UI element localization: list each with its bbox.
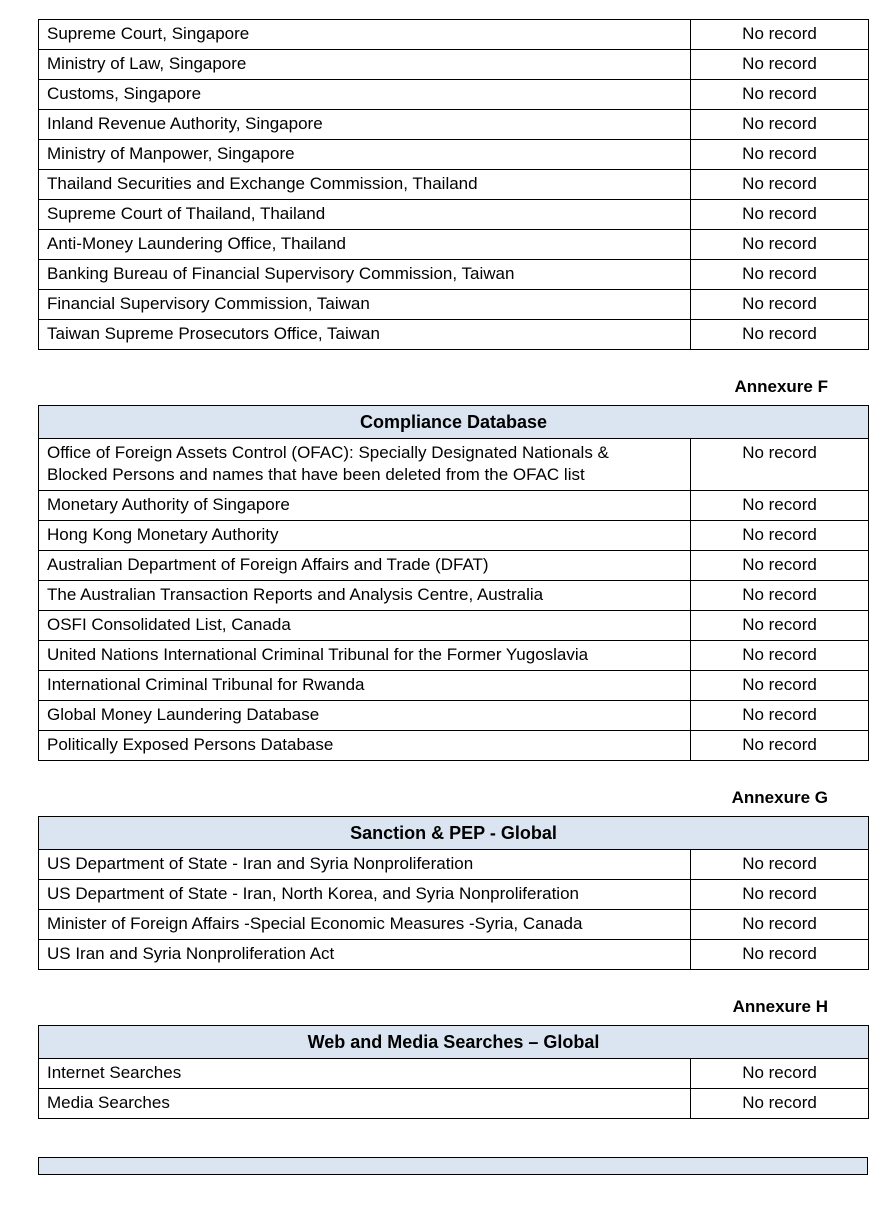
table-row [39, 80, 869, 110]
table-row [39, 641, 869, 671]
source-cell: Banking Bureau of Financial Supervisory Commission, Taiwan [39, 260, 691, 290]
section-sanction-pep-global [38, 787, 868, 970]
source-cell: OSFI Consolidated List, Canada [39, 611, 691, 641]
result-cell: No record [691, 910, 869, 940]
result-cell: No record [691, 521, 869, 551]
table-row [39, 1089, 869, 1119]
table-row [39, 731, 869, 761]
source-cell: The Australian Transaction Reports and Analysis Centre, Australia [39, 581, 691, 611]
source-cell: Internet Searches [39, 1059, 691, 1089]
section-web-media-searches-global [38, 996, 868, 1119]
table-row [39, 880, 869, 910]
source-cell: Thailand Securities and Exchange Commission, Thailand [39, 170, 691, 200]
result-cell: No record [691, 880, 869, 910]
records-table-compliance-database [38, 405, 869, 761]
records-table-continuation [38, 19, 869, 350]
result-cell: No record [691, 671, 869, 701]
source-cell: International Criminal Tribunal for Rwanda [39, 671, 691, 701]
table-row [39, 551, 869, 581]
source-cell: Anti-Money Laundering Office, Thailand [39, 230, 691, 260]
source-cell: US Iran and Syria Nonproliferation Act [39, 940, 691, 970]
result-cell: No record [691, 940, 869, 970]
section-compliance-database [38, 376, 868, 761]
source-cell: Office of Foreign Assets Control (OFAC): Specially Designated Nationals & Blocked Persons and names that have been deleted from the OFAC list [39, 439, 691, 491]
table-row [39, 581, 869, 611]
source-cell: United Nations International Criminal Tribunal for the Former Yugoslavia [39, 641, 691, 671]
table-row [39, 260, 869, 290]
table-row [39, 140, 869, 170]
table-row [39, 230, 869, 260]
result-cell: No record [691, 290, 869, 320]
table-row [39, 1059, 869, 1089]
result-cell: No record [691, 80, 869, 110]
table-row [39, 940, 869, 970]
table-row [39, 110, 869, 140]
result-cell: No record [691, 581, 869, 611]
annexure-label-g: Annexure G [731, 788, 828, 807]
table-header-row [39, 406, 869, 439]
source-cell: Financial Supervisory Commission, Taiwan [39, 290, 691, 320]
result-cell: No record [691, 551, 869, 581]
table-row [39, 491, 869, 521]
records-table-sanction-pep-global [38, 816, 869, 970]
source-cell: Ministry of Manpower, Singapore [39, 140, 691, 170]
table-row [39, 50, 869, 80]
annexure-label-f: Annexure F [734, 377, 828, 396]
table-header-row [39, 1026, 869, 1059]
source-cell: Inland Revenue Authority, Singapore [39, 110, 691, 140]
result-cell: No record [691, 850, 869, 880]
table-row [39, 20, 869, 50]
result-cell: No record [691, 50, 869, 80]
result-cell: No record [691, 200, 869, 230]
result-cell: No record [691, 170, 869, 200]
source-cell: Customs, Singapore [39, 80, 691, 110]
table-title-sanction-pep-global: Sanction & PEP - Global [39, 817, 869, 850]
source-cell: Australian Department of Foreign Affairs and Trade (DFAT) [39, 551, 691, 581]
result-cell: No record [691, 611, 869, 641]
result-cell: No record [691, 140, 869, 170]
result-cell: No record [691, 110, 869, 140]
source-cell: Ministry of Law, Singapore [39, 50, 691, 80]
source-cell: Minister of Foreign Affairs -Special Economic Measures -Syria, Canada [39, 910, 691, 940]
result-cell: No record [691, 439, 869, 491]
table-row [39, 850, 869, 880]
table-row [39, 671, 869, 701]
source-cell: Hong Kong Monetary Authority [39, 521, 691, 551]
source-cell: US Department of State - Iran, North Korea, and Syria Nonproliferation [39, 880, 691, 910]
result-cell: No record [691, 701, 869, 731]
table-row [39, 521, 869, 551]
source-cell: Supreme Court, Singapore [39, 20, 691, 50]
source-cell: US Department of State - Iran and Syria Nonproliferation [39, 850, 691, 880]
table-row [39, 200, 869, 230]
result-cell: No record [691, 20, 869, 50]
result-cell: No record [691, 1059, 869, 1089]
table-title-web-media-searches: Web and Media Searches – Global [39, 1026, 869, 1059]
result-cell: No record [691, 1089, 869, 1119]
source-cell: Supreme Court of Thailand, Thailand [39, 200, 691, 230]
source-cell: Taiwan Supreme Prosecutors Office, Taiwan [39, 320, 691, 350]
records-table-web-media-searches [38, 1025, 869, 1119]
result-cell: No record [691, 641, 869, 671]
result-cell: No record [691, 230, 869, 260]
table-row [39, 439, 869, 491]
source-cell: Media Searches [39, 1089, 691, 1119]
table-row [39, 701, 869, 731]
result-cell: No record [691, 320, 869, 350]
section-regulatory-sources-continued [38, 19, 868, 350]
table-row [39, 170, 869, 200]
result-cell: No record [691, 260, 869, 290]
table-title-compliance-database: Compliance Database [39, 406, 869, 439]
table-row [39, 910, 869, 940]
table-row [39, 611, 869, 641]
result-cell: No record [691, 731, 869, 761]
source-cell: Politically Exposed Persons Database [39, 731, 691, 761]
result-cell: No record [691, 491, 869, 521]
table-row [39, 290, 869, 320]
table-row [39, 320, 869, 350]
source-cell: Global Money Laundering Database [39, 701, 691, 731]
source-cell: Monetary Authority of Singapore [39, 491, 691, 521]
annexure-label-h: Annexure H [732, 997, 828, 1016]
next-table-header-partial [38, 1157, 868, 1175]
table-header-row [39, 817, 869, 850]
